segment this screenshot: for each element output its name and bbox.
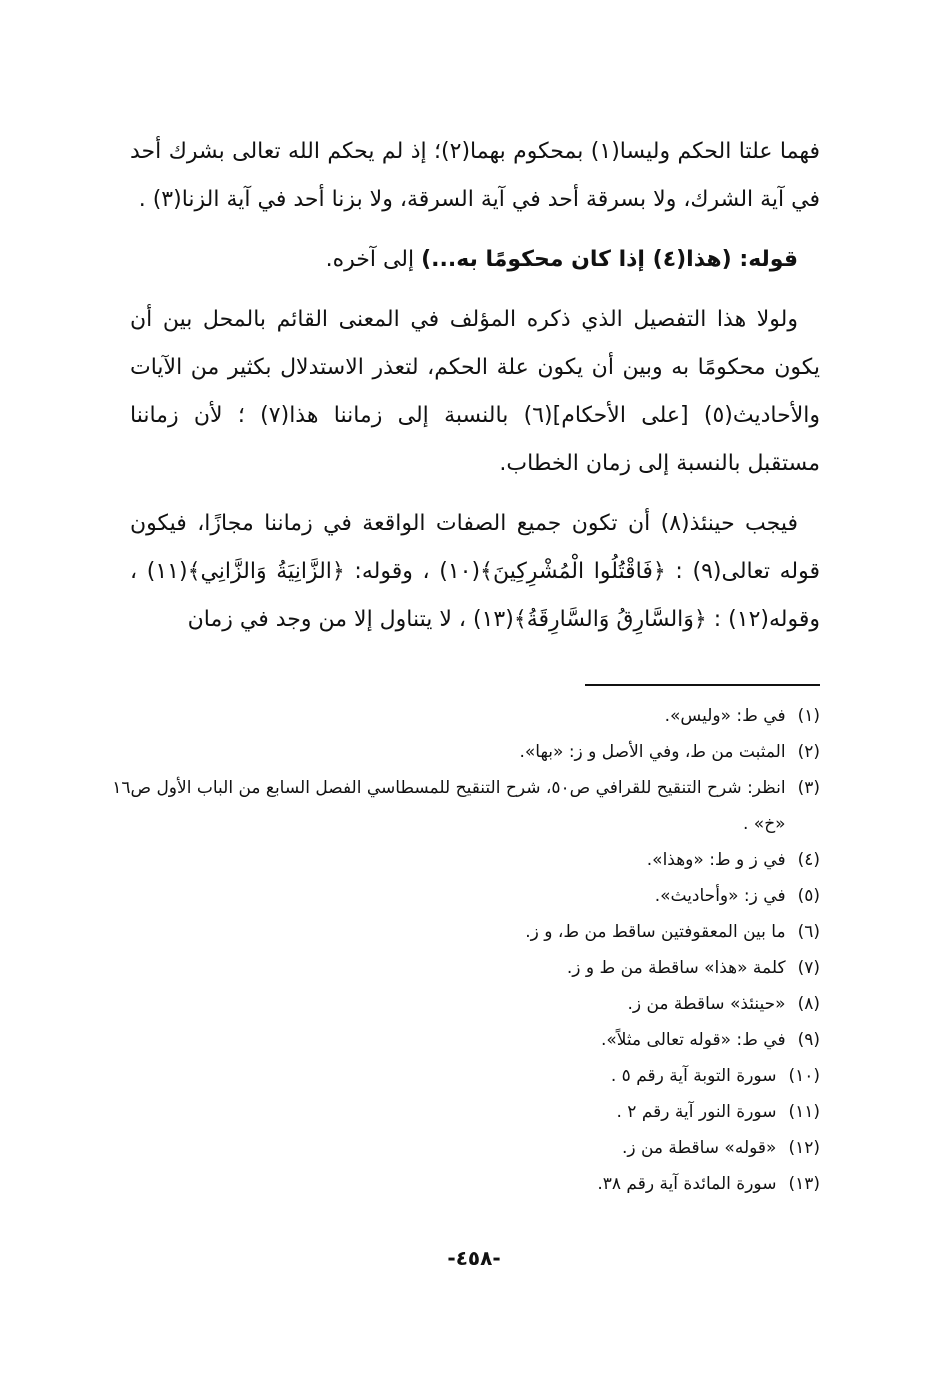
footnote-number: (٧) xyxy=(797,958,820,978)
main-text xyxy=(130,128,820,656)
footnote-1 xyxy=(110,698,820,734)
footnote-number: (٣) xyxy=(797,778,820,798)
paragraph-3: فيجب حينئذ(٨) أن تكون جميع الصفات الواقعة في زماننا مجازًا، فيكون قوله تعالى(٩) : ﴿فَاقْتُلُوا الْمُشْرِكِينَ﴾(١٠) ، وقوله: ﴿الزَّانِيَةُ وَالزَّانِي﴾(١١) ، وقوله(١٢) : ﴿وَالسَّارِقُ وَالسَّارِقَةُ﴾(١٣) ، لا يتناول إلا من وجد في زمان xyxy=(130,511,820,632)
footnote-2 xyxy=(110,734,820,770)
footnote-number: (٥) xyxy=(797,886,820,906)
footnote-number: (١٣) xyxy=(788,1174,820,1194)
footnote-text: في ط: «قوله تعالى مثلاً». xyxy=(600,1030,786,1050)
footnote-number: (١) xyxy=(797,706,820,726)
footnote-text: في ز و ط: «وهذا». xyxy=(646,850,786,870)
paragraph-2: ولولا هذا التفصيل الذي ذكره المؤلف في المعنى القائم بالمحل بين أن يكون محكومًا به وبين أن يكون علة الحكم، لتعذر الاستدلال بكثير من الآيات والأحاديث(٥) [على الأحكام](٦) بالنسبة إلى زماننا هذا(٧) ؛ لأن زماننا مستقبل بالنسبة إلى زمان الخطاب. xyxy=(130,307,820,476)
footnote-text: سورة النور آية رقم ٢ . xyxy=(616,1102,777,1122)
footnote-number: (١٢) xyxy=(788,1138,820,1158)
footnote-number: (٨) xyxy=(797,994,820,1014)
footnote-text: «حينئذ» ساقطة من ز. xyxy=(627,994,786,1014)
footnote-7 xyxy=(110,950,820,986)
footnote-9 xyxy=(110,1022,820,1058)
footnote-text: ما بين المعقوفتين ساقط من ط، و ز. xyxy=(525,922,786,942)
footnote-text: سورة التوبة آية رقم ٥ . xyxy=(610,1066,777,1086)
footnote-8 xyxy=(110,986,820,1022)
footnote-4 xyxy=(110,842,820,878)
footnote-number: (٢) xyxy=(797,742,820,762)
footnote-text: سورة المائدة آية رقم ٣٨. xyxy=(597,1174,777,1194)
footnote-11 xyxy=(110,1094,820,1130)
page-number: -٤٥٨- xyxy=(447,1246,501,1270)
footnote-text: المثبت من ط، وفي الأصل و ز: «بها». xyxy=(519,742,786,762)
heading-line xyxy=(130,236,820,284)
heading-rest: إلى آخره. xyxy=(325,247,422,272)
heading-bold: قوله: (هذا(٤) إذا كان محكومًا به...) xyxy=(421,247,798,272)
footnote-number: (١٠) xyxy=(788,1066,820,1086)
footnote-number: (٦) xyxy=(797,922,820,942)
footnote-number: (١١) xyxy=(788,1102,820,1122)
footnote-text: في ط: «وليس». xyxy=(664,706,786,726)
footnote-13 xyxy=(110,1166,820,1202)
footnote-10 xyxy=(110,1058,820,1094)
footnote-number: (٤) xyxy=(797,850,820,870)
footnote-number: (٩) xyxy=(797,1030,820,1050)
paragraph-1: فهما علتا الحكم وليسا(١) بمحكوم بهما(٢)؛ إذ لم يحكم الله تعالى بشرك أحد في آية الشرك، ولا بسرقة أحد في آية السرقة، ولا بزنا أحد في آية الزنا(٣) . xyxy=(130,139,820,212)
footnote-3 xyxy=(110,770,820,842)
footnote-separator xyxy=(585,684,820,686)
footnote-5 xyxy=(110,878,820,914)
footnote-6 xyxy=(110,914,820,950)
footnotes xyxy=(110,698,820,1202)
footnote-text: في ز: «وأحاديث». xyxy=(654,886,786,906)
footnote-text: انظر: شرح التنقيح للقرافي ص٥٠، شرح التنقيح للمسطاسي الفصل السابع من الباب الأول ص١٦ «خ» . xyxy=(112,778,786,834)
footnote-text: «قوله» ساقطة من ز. xyxy=(621,1138,777,1158)
footnote-12 xyxy=(110,1130,820,1166)
footnote-text: كلمة «هذا» ساقطة من ط و ز. xyxy=(566,958,786,978)
